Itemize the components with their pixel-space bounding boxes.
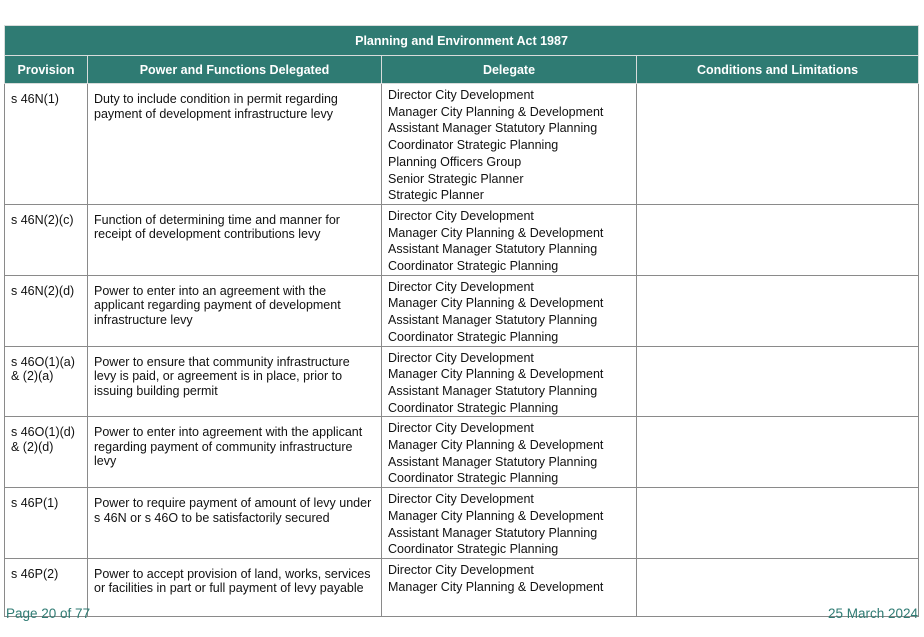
- provision-cell: s 46N(2)(d): [5, 275, 88, 346]
- delegate-name: Assistant Manager Statutory Planning: [388, 313, 598, 328]
- table-row: [5, 204, 919, 275]
- column-header-delegate: Delegate: [382, 56, 637, 84]
- table-row: [5, 275, 919, 346]
- provision-cell: s 46N(2)(c): [5, 204, 88, 275]
- delegate-name: Director City Development: [388, 279, 534, 294]
- document-date: 25 March 2024: [827, 606, 918, 621]
- conditions-cell: [637, 417, 919, 488]
- delegate-name: Strategic Planner: [388, 188, 484, 203]
- provision-cell: s 46O(1)(d) & (2)(d): [5, 417, 88, 488]
- table-row: [5, 417, 919, 488]
- delegate-name: Coordinator Strategic Planning: [388, 138, 559, 153]
- delegate-name: Manager City Planning & Development: [388, 367, 604, 382]
- delegate-name: Manager City Planning & Development: [388, 296, 604, 311]
- delegate-name: Manager City Planning & Development: [388, 225, 604, 240]
- delegate-name: Director City Development: [388, 562, 534, 577]
- delegate-name: Director City Development: [388, 421, 534, 436]
- delegate-name: Manager City Planning & Development: [388, 438, 604, 453]
- provision-cell: s 46N(1): [5, 84, 88, 205]
- delegate-name: Assistant Manager Statutory Planning: [388, 383, 598, 398]
- column-header-power: Power and Functions Delegated: [88, 56, 382, 84]
- delegate-name: Senior Strategic Planner: [388, 171, 524, 186]
- delegation-table: [4, 25, 919, 617]
- delegate-name: Coordinator Strategic Planning: [388, 471, 559, 486]
- conditions-cell: [637, 346, 919, 417]
- delegate-name: Assistant Manager Statutory Planning: [388, 242, 598, 257]
- delegate-cell: [382, 84, 637, 205]
- delegate-name: Coordinator Strategic Planning: [388, 329, 559, 344]
- delegate-name: Planning Officers Group: [388, 154, 522, 169]
- provision-cell: s 46O(1)(a) & (2)(a): [5, 346, 88, 417]
- table-row: [5, 346, 919, 417]
- table-title: Planning and Environment Act 1987: [5, 26, 919, 56]
- table-row: [5, 84, 919, 205]
- delegate-name: Director City Development: [388, 208, 534, 223]
- column-header-provision: Provision: [5, 56, 88, 84]
- power-cell: Function of determining time and manner for receipt of development contributions levy: [88, 204, 382, 275]
- table-row: [5, 488, 919, 559]
- power-cell: Power to ensure that community infrastructure levy is paid, or agreement is in place, prior to issuing building permit: [88, 346, 382, 417]
- delegate-name: Coordinator Strategic Planning: [388, 400, 559, 415]
- column-header-conditions: Conditions and Limitations: [637, 56, 919, 84]
- delegate-name: Assistant Manager Statutory Planning: [388, 525, 598, 540]
- delegate-name: Coordinator Strategic Planning: [388, 259, 559, 274]
- conditions-cell: [637, 84, 919, 205]
- provision-cell: s 46P(1): [5, 488, 88, 559]
- delegate-name: Director City Development: [388, 492, 534, 507]
- delegate-cell: [382, 417, 637, 488]
- delegate-name: Assistant Manager Statutory Planning: [388, 121, 598, 136]
- power-cell: Power to enter into an agreement with the applicant regarding payment of development infrastructure levy: [88, 275, 382, 346]
- delegate-cell: [382, 204, 637, 275]
- delegate-name: Manager City Planning & Development: [388, 579, 604, 594]
- power-cell: Power to enter into agreement with the applicant regarding payment of community infrastructure levy: [88, 417, 382, 488]
- delegate-cell: [382, 346, 637, 417]
- provision-cell: s 46P(2): [5, 558, 88, 616]
- delegate-name: Manager City Planning & Development: [388, 508, 604, 523]
- delegate-cell: [382, 488, 637, 559]
- power-cell: Duty to include condition in permit regarding payment of development infrastructure levy: [88, 84, 382, 205]
- delegate-name: Director City Development: [388, 350, 534, 365]
- conditions-cell: [637, 204, 919, 275]
- power-cell: Power to accept provision of land, works, services or facilities in part or full payment of levy payable: [88, 558, 382, 616]
- table-body: [5, 84, 919, 617]
- conditions-cell: [637, 488, 919, 559]
- delegate-name: Assistant Manager Statutory Planning: [388, 454, 598, 469]
- delegate-cell: [382, 558, 637, 616]
- page-number: Page 20 of 77: [6, 606, 91, 621]
- delegate-name: Manager City Planning & Development: [388, 104, 604, 119]
- table-row: [5, 558, 919, 616]
- conditions-cell: [637, 275, 919, 346]
- delegate-name: Director City Development: [388, 88, 534, 102]
- delegate-cell: [382, 275, 637, 346]
- power-cell: Power to require payment of amount of levy under s 46N or s 46O to be satisfactorily secured: [88, 488, 382, 559]
- delegate-name: Coordinator Strategic Planning: [388, 542, 559, 557]
